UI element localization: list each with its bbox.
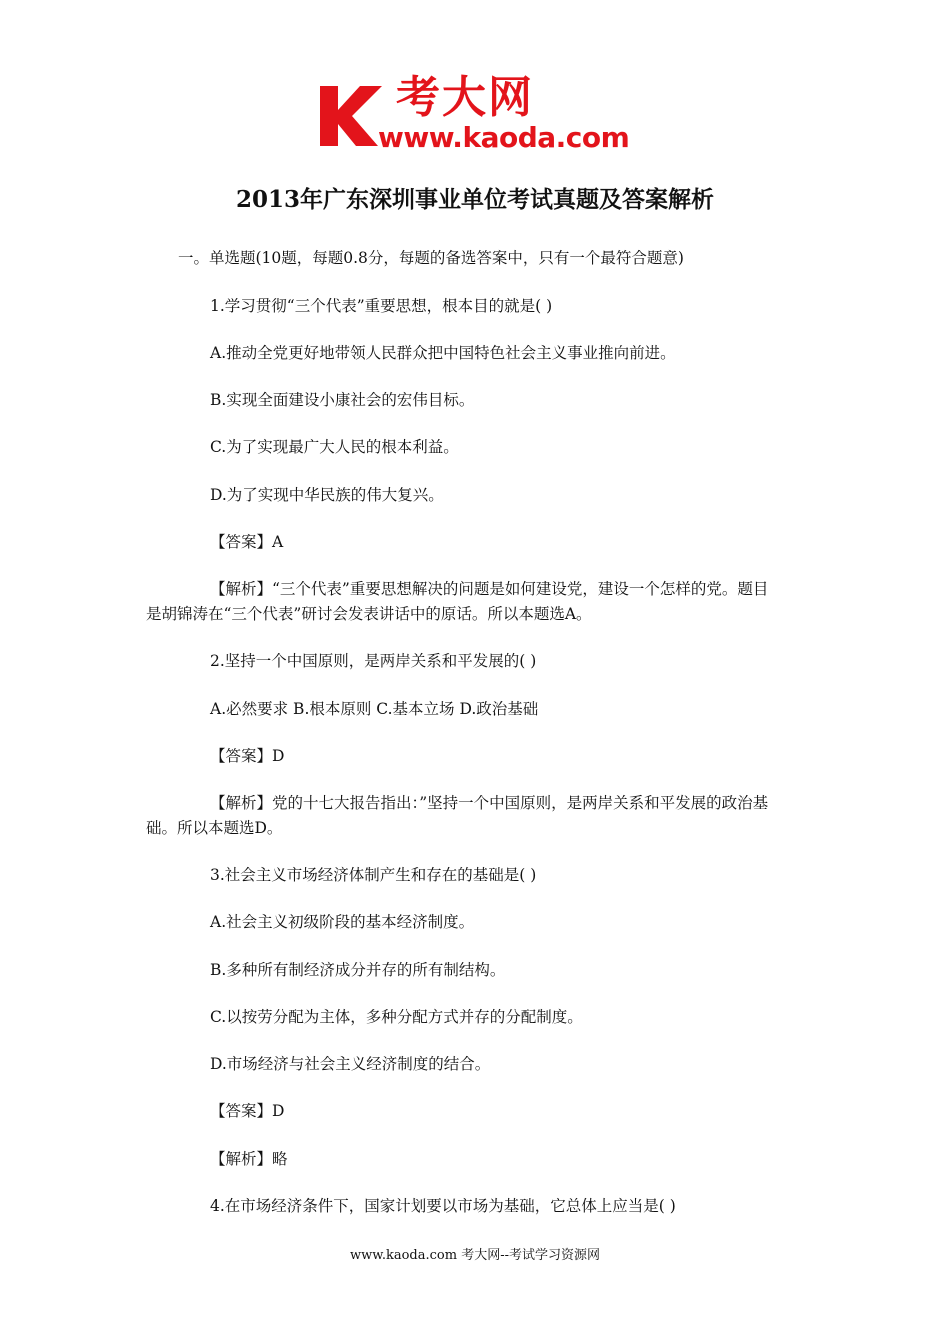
q2-analysis-line1: 【解析】党的十七大报告指出：”坚持一个中国原则，是两岸关系和平发展的政治基 xyxy=(210,794,769,812)
q1-option-c: C.为了实现最广大人民的根本利益。 xyxy=(210,438,459,456)
document-title: 2013年广东深圳事业单位考试真题及答案解析 xyxy=(235,186,714,213)
question-2: 2.坚持一个中国原则，是两岸关系和平发展的( ) xyxy=(210,652,537,670)
question-4: 4.在市场经济条件下，国家计划要以市场为基础，它总体上应当是( ) xyxy=(210,1197,676,1215)
kaoda-logo xyxy=(316,72,641,160)
q3-answer: 【答案】D xyxy=(210,1102,285,1120)
q3-option-d: D.市场经济与社会主义经济制度的结合。 xyxy=(210,1055,491,1073)
section-heading: 一。单选题(10题，每题0.8分，每题的备选答案中，只有一个最符合题意) xyxy=(178,249,684,267)
question-3: 3.社会主义市场经济体制产生和存在的基础是( ) xyxy=(210,866,537,884)
q2-options: A.必然要求 B.根本原则 C.基本立场 D.政治基础 xyxy=(210,700,539,718)
q1-option-a: A.推动全党更好地带领人民群众把中国特色社会主义事业推向前进。 xyxy=(210,344,676,362)
q1-option-d: D.为了实现中华民族的伟大复兴。 xyxy=(210,486,444,504)
page-footer: www.kaoda.com 考大网--考试学习资源网 xyxy=(350,1248,600,1263)
question-1: 1.学习贯彻“三个代表”重要思想，根本目的就是( ) xyxy=(210,297,553,315)
q1-analysis-line1: 【解析】“三个代表”重要思想解决的问题是如何建设党，建设一个怎样的党。题目 xyxy=(210,580,769,598)
q3-analysis: 【解析】略 xyxy=(210,1150,288,1168)
q1-analysis-line2: 是胡锦涛在“三个代表”研讨会发表讲话中的原话。所以本题选A。 xyxy=(146,605,592,623)
logo-brand-url: www.kaoda.com xyxy=(378,121,630,154)
logo-brand-cn: 考大网 xyxy=(396,72,534,123)
q1-answer: 【答案】A xyxy=(210,533,284,551)
q3-option-a: A.社会主义初级阶段的基本经济制度。 xyxy=(210,913,475,931)
q2-analysis-line2: 础。所以本题选D。 xyxy=(146,819,283,837)
q3-option-b: B.多种所有制经济成分并存的所有制结构。 xyxy=(210,961,506,979)
q2-answer: 【答案】D xyxy=(210,747,285,765)
q1-option-b: B.实现全面建设小康社会的宏伟目标。 xyxy=(210,391,475,409)
q3-option-c: C.以按劳分配为主体，多种分配方式并存的分配制度。 xyxy=(210,1008,583,1026)
